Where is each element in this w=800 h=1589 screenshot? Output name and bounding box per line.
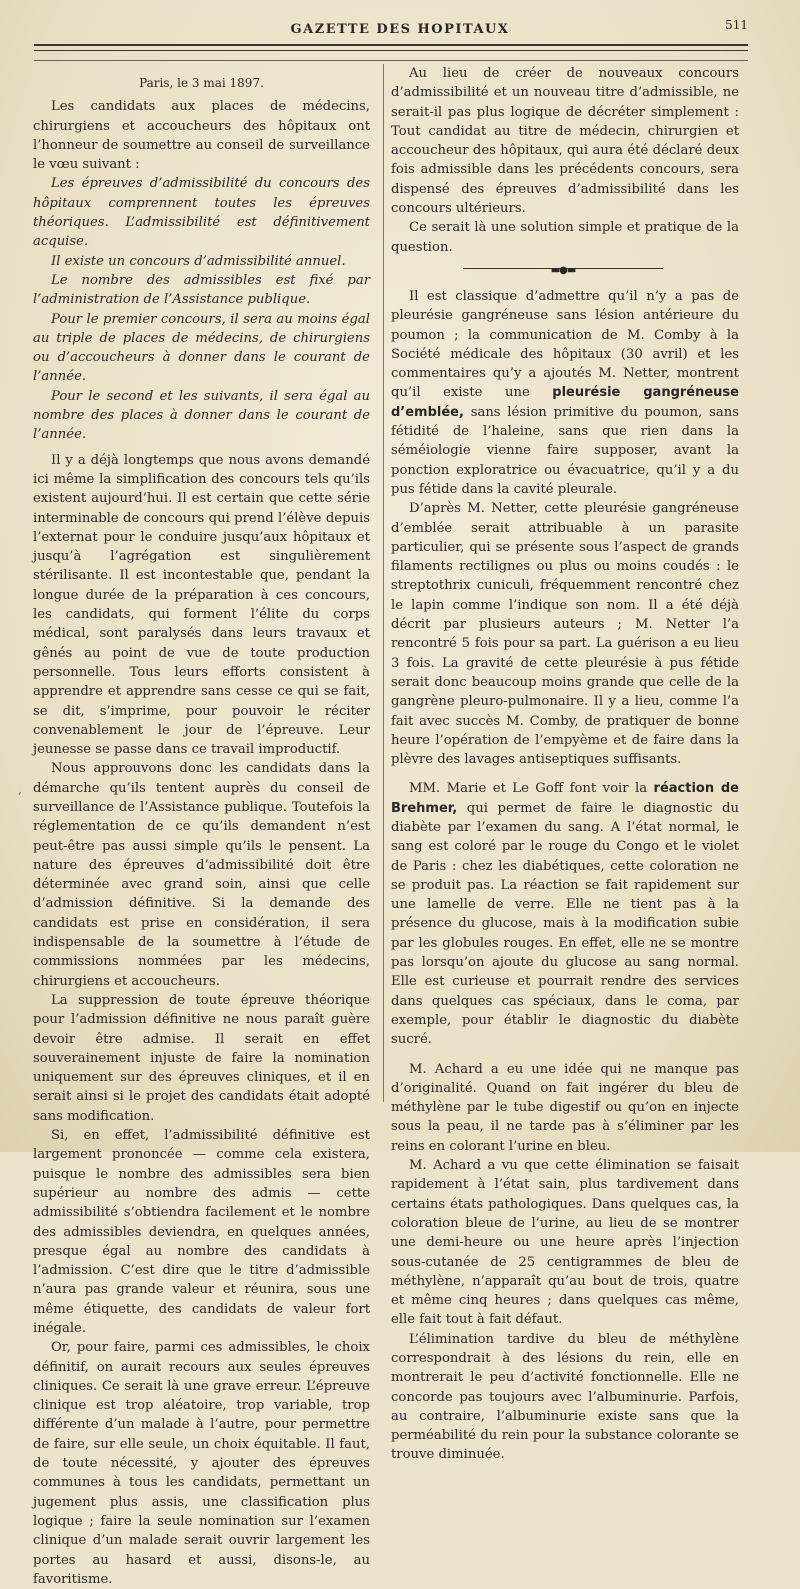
highlighted-term: pleurésie gangréneuse d’emblée, xyxy=(391,385,739,420)
article-paragraph: Or, pour faire, parmi ces admissibles, le choix définitif, on aurait recours aux seules épreuves cliniques. Ce serait là une grave erreur. L’épreuve clinique est trop aléatoire, trop variable, trop différente d’un malade à l’autre, pour permettre de faire, sur elle seule, un choix équitable. Il faut, de toute nécessité, y ajouter des épreuves communes à tous les candidats, permettant un jugement plus assis, une classification plus logique ; faire la seule nomination sur l’examen clinique d’un malade serait ouvrir largement les portes au hasard et aussi, disons-le, au favoritisme. xyxy=(33,1340,370,1587)
article-paragraph: D’après M. Netter, cette pleurésie gangréneuse d’emblée serait attribuable à un parasite particulier, qui se présente sous l’aspect de grands filaments rectilignes ou plus ou moins coudés : le streptothrix cuniculi, fréquemment rencontré chez le lapin comme l’indique son nom. Il a été déjà décrit par plusieurs auteurs ; M. Netter l’a rencontré 5 fois pour sa part. La guérison a eu lieu 3 fois. La gravité de cette pleurésie à pus fétide serait donc beaucoup moins grande que celle de la gangrène pleuro-pulmonaire. Il y a lieu, comme l’a fait avec succès M. Comby, de pratiquer de bonne heure l’opération de l’empyème et de faire dans la plèvre des lavages antiseptiques suffisants. xyxy=(391,501,739,768)
article-paragraph: Au lieu de créer de nouveaux concours d’admissibilité et un nouveau titre d’admissible, ne serait-il pas plus logique de décréter simplement : Tout candidat au titre de médecin, chirurgien et accoucheur des hôpitaux, qui aura été déclaré deux fois admissible dans les précédents concours, sera dispensé des épreuves d’admissibilité dans les concours ultérieurs. xyxy=(391,66,739,217)
article-paragraph: Il est classique d’admettre qu’il n’y a pas de pleurésie gangréneuse sans lésion antérieure du poumon ; la communication de M. Comby à la Société médicale des hôpitaux (30 avril) et les commentaires qu’y a ajoutés M. Netter, montrent qu’il existe une pleurésie gangréneuse d’emblée, sans lésion primitive du poumon, sans fétidité de l’haleine, sans que rien dans la séméiologie vienne faire supposer, avant la ponction exploratrice ou évacuatrice, qu’il y a du pus fétide dans la cavité pleurale. xyxy=(391,288,739,497)
article-paragraph: MM. Marie et Le Goff font voir la réaction de Brehmer, qui permet de faire le diagnostic du diabète par l’examen du sang. A l’état normal, le sang est coloré par le rouge du Congo et le violet de Paris : chez les diabétiques, cette coloration ne se produit pas. La réaction se fait rapidement sur une lamelle de verre. Elle ne tient pas à la présence du glucose, mais à la modification subie par les globules rouges. En effet, elle ne se montre pas lorsqu’on ajoute du glucose au sang normal. Elle est curieuse et pourrait rendre des services dans quelques cas spéciaux, dans le coma, par exemple, pour établir le diagnostic du diabète sucré. xyxy=(391,781,739,1048)
article-paragraph: Nous approuvons donc les candidats dans la démarche qu’ils tentent auprès du conseil de surveillance de l’Assistance publique. Toutefois la réglementation de ce qu’ils demandent n’est peut-être pas aussi simple qu’ils le pensent. La nature des épreuves d’admissibilité doit être déterminée avec grand soin, ainsi que celle d’admission définitive. Si la demande des candidats est prise en considération, il sera indispensable de la soumettre à l’étude de commissions nommées par les médecins, chirurgiens et accoucheurs. xyxy=(33,761,370,989)
vow-line: Les épreuves d’admissibilité du concours des hôpitaux comprennent toutes les épreuves théoriques. L’admissibilité est définitivement acquise. xyxy=(33,176,370,250)
article-paragraph: M. Achard a vu que cette élimination se faisait rapidement à l’état sain, plus tardivement dans certains états pathologiques. Dans quelques cas, la coloration bleue de l’urine, au lieu de se montrer une demi-heure ou une heure après l’injection sous-cutanée de 25 centigrammes de bleu de méthylène, n’apparaît qu’au bout de trois, quatre et même cinq heures ; dans quelques cas même, elle fait tout à fait défaut. xyxy=(391,1158,739,1328)
article-paragraph: Il y a déjà longtemps que nous avons demandé ici même la simplification des concours tels qu’ils existent aujourd’hui. Il est certain que cette série interminable de concours qui prend l’élève depuis l’externat pour le conduire jusqu’aux hôpitaux et jusqu’à l’agrégation est singulièrement stérilisante. Il est incontestable que, pendant la longue durée de la préparation à ces concours, les candidats, qui forment l’élite du corps médical, sont paralysés dans leurs travaux et gênés au point de vue de toute production personnelle. Tous leurs efforts consistent à apprendre et apprendre sans cesse ce qui se fait, se dit, s’imprime, pour pouvoir le réciter convenablement le jour de l’épreuve. Leur jeunesse se passe dans ce travail improductif. xyxy=(33,452,370,758)
vow-line: Pour le second et les suivants, il sera égal au nombre des places à donner dans le courant de l’année. xyxy=(33,388,370,443)
article-paragraph: L’élimination tardive du bleu de méthylène correspondrait à des lésions du rein, elle en montrerait le peu d’activité fonctionnelle. Elle ne concorde pas toujours avec l’albuminurie. Parfois, au contraire, l’albuminurie existe sans que la perméabilité du rein pour la substance colorante se trouve diminuée. xyxy=(391,1331,739,1463)
intro-paragraph: Les candidats aux places de médecins, chirurgiens et accoucheurs des hôpitaux ont l’honneur de soumettre au conseil de surveillance le vœu suivant : xyxy=(33,99,370,173)
right-column xyxy=(391,64,739,1465)
section-separator xyxy=(391,257,739,281)
article-paragraph: La suppression de toute épreuve théorique pour l’admission définitive ne nous paraît guère devoir être admise. Il serait en effet souverainement injuste de faire la nomination uniquement sur des épreuves cliniques, et il en serait ainsi si le projet des candidats était adopté sans modification. xyxy=(33,992,370,1124)
article-paragraph: Ce serait là une solution simple et pratique de la question. xyxy=(391,220,739,255)
vow-line: Il existe un concours d’admissibilité annuel. xyxy=(51,253,346,269)
vow-line: Pour le premier concours, il sera au moins égal au triple de places de médecins, de chirurgiens ou d’accoucheurs à donner dans le courant de l’année. xyxy=(33,311,370,385)
page-number: 511 xyxy=(725,18,748,32)
header-rule-thin xyxy=(34,50,748,51)
publication-title: GAZETTE DES HOPITAUX xyxy=(290,22,510,37)
margin-mark: ‘ xyxy=(18,790,22,803)
highlighted-term: réaction de Brehmer, xyxy=(391,781,739,816)
vow-line: Le nombre des admissibles est fixé par l’administration de l’Assistance publique. xyxy=(33,272,370,308)
column-divider xyxy=(383,64,384,1102)
header-rule-thick xyxy=(34,44,748,46)
left-column xyxy=(33,64,370,1589)
separator-ornament-icon: ▬●▬ xyxy=(550,264,576,276)
dateline: Paris, le 3 mai 1897. xyxy=(139,76,264,90)
header-rule-bottom xyxy=(34,60,748,61)
article-paragraph: Si, en effet, l’admissibilité définitive est largement prononcée — comme cela existera, puisque le nombre des admissibles sera bien supérieur au nombre des admis — cette admissibilité s’obtiendra facilement et le nombre des admissibles deviendra, en quelques années, presque égal au nombre des candidats à l’admission. C’est dire que le titre d’admissible n’aura pas grande valeur et réunira, sous une même étiquette, des candidats de valeur fort inégale. xyxy=(33,1128,370,1336)
article-paragraph: M. Achard a eu une idée qui ne manque pas d’originalité. Quand on fait ingérer du bleu de méthylène par le tube digestif ou qu’on en injecte sous la peau, il ne tarde pas à s’éliminer par les reins en colorant l’urine en bleu. xyxy=(391,1061,739,1154)
